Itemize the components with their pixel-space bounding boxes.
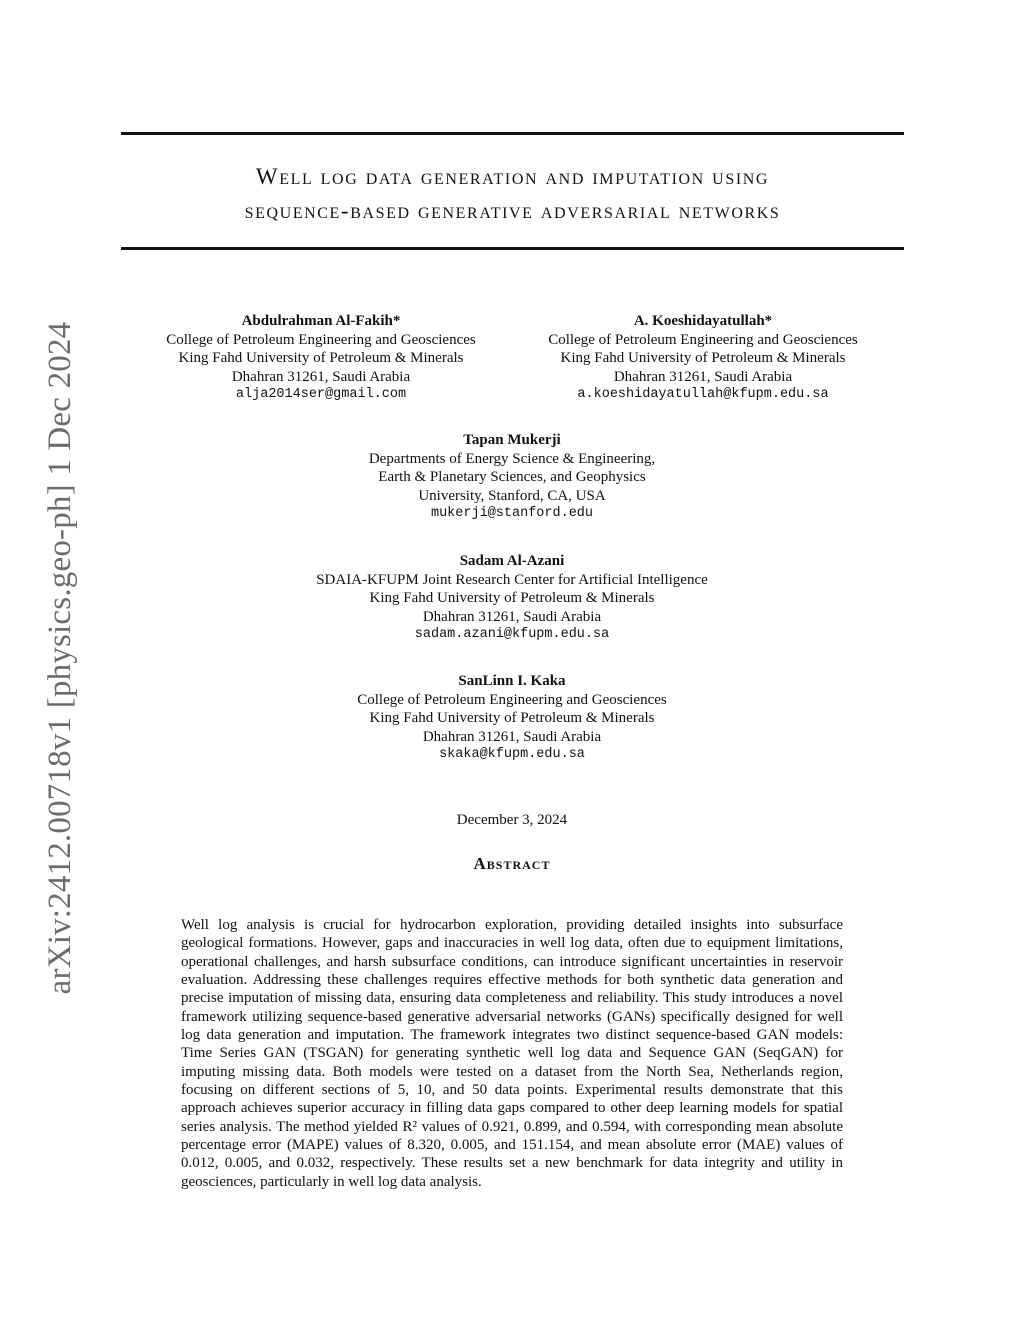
author-affiliation-line: SDAIA-KFUPM Joint Research Center for Artificial Intelligence bbox=[316, 571, 708, 588]
title-rule-top bbox=[121, 132, 904, 135]
title-line-2: sequence-based generative adversarial networks bbox=[244, 198, 781, 223]
author-name: Tapan Mukerji bbox=[463, 432, 561, 448]
author-affiliation-line: Departments of Energy Science & Engineering, bbox=[368, 450, 656, 467]
author-affiliation-line: King Fahd University of Petroleum & Minerals bbox=[560, 350, 846, 366]
author-affiliation-line: Dhahran 31261, Saudi Arabia bbox=[613, 368, 793, 385]
author-block bbox=[212, 672, 812, 765]
author-affiliation-line: College of Petroleum Engineering and Geosciences bbox=[548, 331, 858, 348]
paper-title bbox=[121, 160, 904, 228]
author-affiliation-line: College of Petroleum Engineering and Geosciences bbox=[357, 691, 667, 708]
author-affiliation-line: Dhahran 31261, Saudi Arabia bbox=[422, 608, 602, 625]
author-email: sadam.azani@kfupm.edu.sa bbox=[414, 627, 610, 642]
author-name: A. Koeshidayatullah* bbox=[633, 313, 773, 329]
author-name: SanLinn I. Kaka bbox=[458, 673, 566, 689]
author-email: alja2014ser@gmail.com bbox=[235, 387, 407, 402]
author-affiliation-line: University, Stanford, CA, USA bbox=[418, 487, 606, 504]
author-name: Abdulrahman Al-Fakih* bbox=[241, 313, 401, 329]
title-line-1: Well log data generation and imputation using bbox=[255, 164, 770, 189]
arxiv-identifier: arXiv:2412.00718v1 [physics.geo-ph] 1 Dec 2024 bbox=[42, 321, 78, 995]
abstract-text: Well log analysis is crucial for hydrocarbon exploration, providing detailed insights into subsurface geological formations. However, gaps and inaccuracies in well log data, often due to equipment limitations, operational challenges, and harsh subsurface conditions, can introduce significant uncertainties in reservoir evaluation. Addressing these challenges requires effective methods for both synthetic data generation and precise imputation of missing data, ensuring data completeness and reliability. This study introduces a novel framework utilizing sequence-based generative adversarial networks (GANs) specifically designed for well log data generation and imputation. The framework integrates two distinct sequence-based GAN models: Time Series GAN (TSGAN) for generating synthetic well log data and Sequence GAN (SeqGAN) for imputing missing data. Both models were tested on a dataset from the North Sea, Netherlands region, focusing on different sections of 5, 10, and 50 data points. Experimental results demonstrate that this approach achieves superior accuracy in filling data gaps compared to other deep learning models for spatial series analysis. The method yielded R² values of 0.921, 0.899, and 0.594, with corresponding mean absolute percentage error (MAPE) values of 8.320, 0.005, and 151.154, and mean absolute error (MAE) values of 0.012, 0.005, and 0.032, respectively. These results set a new benchmark for data integrity and utility in geosciences, particularly in well log data analysis. bbox=[181, 917, 843, 1190]
author-name: Sadam Al-Azani bbox=[459, 553, 565, 569]
title-rule-bottom bbox=[121, 247, 904, 250]
abstract-heading: Abstract bbox=[473, 854, 551, 873]
author-affiliation-line: King Fahd University of Petroleum & Minerals bbox=[178, 350, 464, 366]
author-affiliation-line: College of Petroleum Engineering and Geosciences bbox=[166, 331, 476, 348]
author-affiliation-line: Dhahran 31261, Saudi Arabia bbox=[231, 368, 411, 385]
author-block bbox=[121, 312, 521, 405]
author-email: mukerji@stanford.edu bbox=[430, 506, 594, 521]
author-affiliation-line: Earth & Planetary Sciences, and Geophysics bbox=[378, 469, 646, 485]
author-block bbox=[503, 312, 903, 405]
author-email: skaka@kfupm.edu.sa bbox=[439, 747, 585, 762]
author-affiliation-line: King Fahd University of Petroleum & Minerals bbox=[369, 590, 655, 606]
author-affiliation-line: Dhahran 31261, Saudi Arabia bbox=[422, 728, 602, 745]
publication-date: December 3, 2024 bbox=[456, 812, 568, 828]
author-email: a.koeshidayatullah@kfupm.edu.sa bbox=[577, 387, 829, 402]
author-block bbox=[212, 552, 812, 645]
author-block bbox=[212, 431, 812, 524]
author-affiliation-line: King Fahd University of Petroleum & Minerals bbox=[369, 710, 655, 726]
